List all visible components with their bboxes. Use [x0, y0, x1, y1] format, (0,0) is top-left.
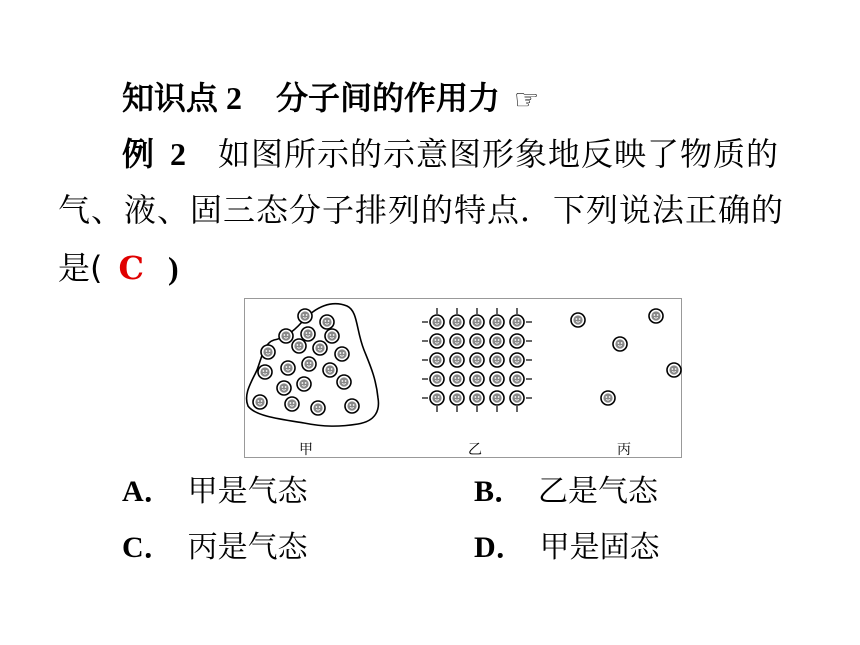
option-b-text: 乙是气态: [538, 474, 659, 509]
liquid-molecule: [323, 363, 337, 377]
solid-molecule: [510, 391, 524, 405]
gas-molecule: [571, 313, 585, 327]
heading-title: 分子间的作用力: [276, 80, 501, 116]
solid-molecule: [490, 334, 504, 348]
liquid-molecule: [345, 399, 359, 413]
solid-molecule: [450, 334, 464, 348]
liquid-molecule: [253, 395, 267, 409]
liquid-molecule: [261, 345, 275, 359]
heading-number: 2: [226, 80, 243, 116]
liquid-molecule: [320, 315, 334, 329]
solid-molecule: [430, 391, 444, 405]
answer-letter: C: [118, 249, 144, 287]
solid-molecule: [510, 353, 524, 367]
liquid-molecule: [297, 377, 311, 391]
solid-molecule: [430, 353, 444, 367]
solid-molecule: [490, 372, 504, 386]
solid-molecule: [470, 372, 484, 386]
option-a-text: 甲是气态: [187, 474, 308, 509]
question-text-line-3: [58, 248, 179, 288]
example-label: 例: [122, 136, 155, 172]
option-d-letter: D．: [474, 531, 526, 564]
heading-label: 知识点: [122, 80, 219, 116]
gas-molecule: [601, 391, 615, 405]
option-c-letter: C．: [122, 531, 174, 564]
option-b-letter: B．: [474, 475, 525, 508]
figure-label-yi: 乙: [468, 442, 482, 458]
question-close-paren: ): [167, 250, 179, 286]
gas-molecule: [613, 337, 627, 351]
solid-molecule: [450, 353, 464, 367]
solid-molecule: [510, 315, 524, 329]
liquid-molecule: [313, 341, 327, 355]
figure-label-jia: 甲: [299, 442, 313, 458]
solid-molecule: [470, 315, 484, 329]
question-prefix: 是(: [58, 249, 103, 287]
option-d[interactable]: [474, 528, 660, 568]
liquid-molecule: [281, 361, 295, 375]
option-c[interactable]: [122, 528, 308, 568]
solid-molecule: [490, 391, 504, 405]
solid-molecule: [510, 334, 524, 348]
liquid-molecule: [258, 365, 272, 379]
liquid-molecule: [337, 375, 351, 389]
question-text-line-1: 如图所示的示意图形象地反映了物质的: [218, 135, 780, 173]
option-c-text: 丙是气态: [187, 530, 308, 565]
solid-molecule: [450, 315, 464, 329]
liquid-molecule: [292, 339, 306, 353]
liquid-molecule: [302, 357, 316, 371]
knowledge-point-heading: [122, 78, 539, 121]
solid-molecule: [510, 372, 524, 386]
liquid-molecule: [311, 401, 325, 415]
figure-label-bing: 丙: [617, 442, 631, 458]
solid-molecule: [470, 334, 484, 348]
liquid-molecule: [298, 309, 312, 323]
option-b[interactable]: [474, 472, 658, 512]
gas-molecule: [649, 309, 663, 323]
example-number: 2: [170, 136, 187, 172]
solid-molecule: [470, 353, 484, 367]
liquid-molecule: [285, 397, 299, 411]
solid-molecule: [450, 391, 464, 405]
liquid-molecule: [301, 327, 315, 341]
solid-molecule: [470, 391, 484, 405]
liquid-molecule: [325, 329, 339, 343]
solid-molecule: [490, 315, 504, 329]
solid-molecule: [430, 372, 444, 386]
liquid-molecule: [335, 347, 349, 361]
liquid-molecule: [277, 381, 291, 395]
liquid-molecule: [279, 329, 293, 343]
molecule-arrangement-figure: [244, 298, 682, 458]
question-text-line-2: 气、液、固三态分子排列的特点．下列说法正确的: [58, 191, 785, 229]
option-a-letter: A．: [122, 475, 174, 508]
option-d-text: 甲是固态: [539, 530, 660, 565]
gas-molecule: [667, 363, 681, 377]
solid-molecule: [490, 353, 504, 367]
pointing-hand-icon: ☞: [514, 85, 540, 116]
solid-molecule: [430, 334, 444, 348]
option-a[interactable]: [122, 472, 308, 512]
solid-molecule: [450, 372, 464, 386]
example-line-1: [122, 134, 779, 174]
solid-molecule: [430, 315, 444, 329]
